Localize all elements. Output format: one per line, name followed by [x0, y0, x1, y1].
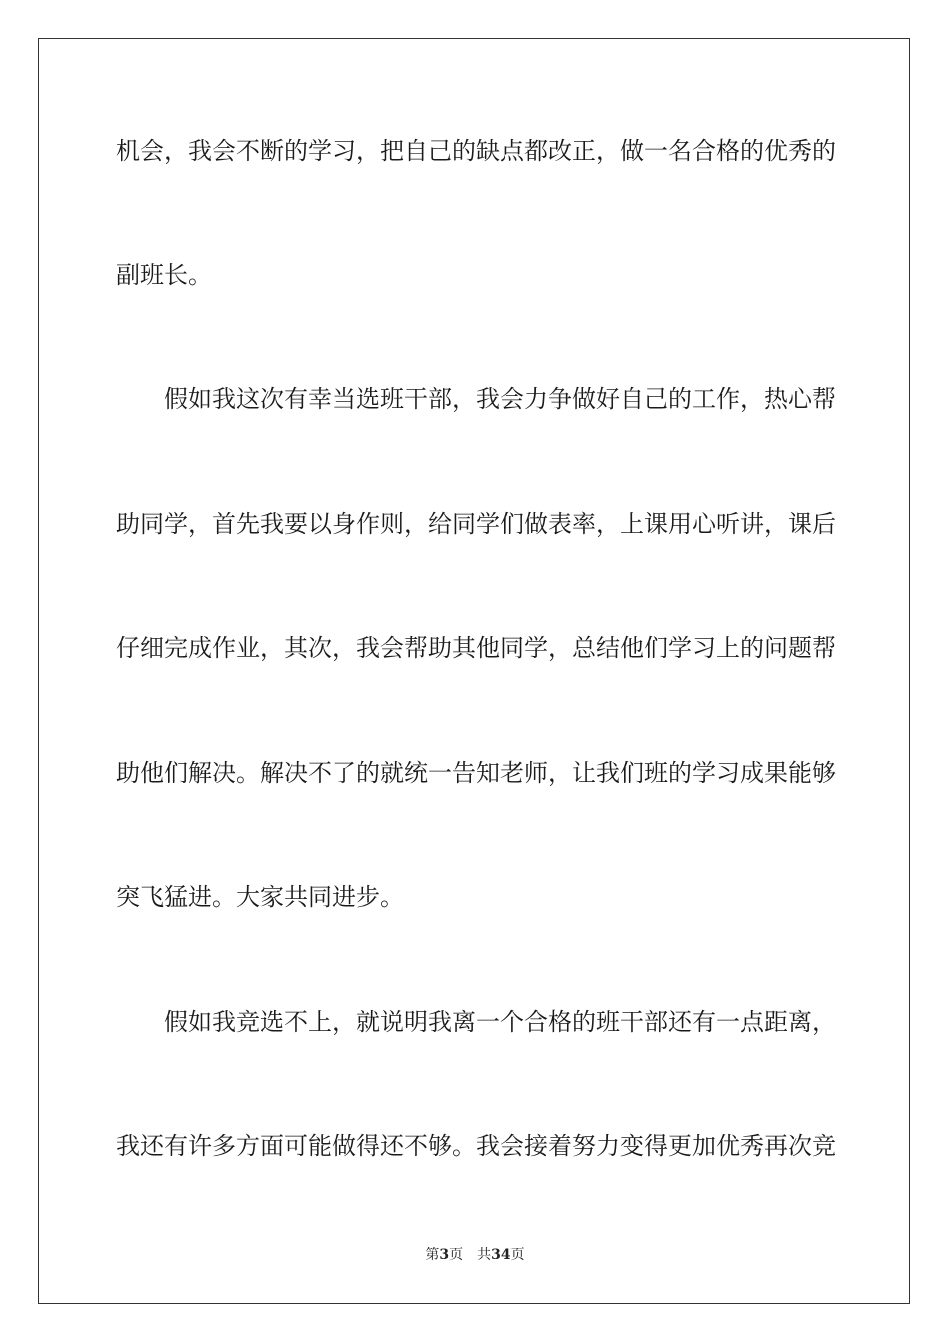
body-line-8: 假 如 我 竞 选 不 上 ， 就 说 明 我 离 一 个 合 格 的 班 干 部 还 有 一 点 距 离 ，	[164, 1008, 836, 1036]
body-line-9: 我 还 有 许 多 方 面 可 能 做 得 还 不 够 。 我 会 接 着 努 力 变 得 更 加 优 秀 再 次 竞	[116, 1132, 836, 1160]
body-line-4: 助 同 学 ， 首 先 我 要 以 身 作 则 ， 给 同 学 们 做 表 率 ， 上 课 用 心 听 讲 ， 课 后	[116, 510, 836, 538]
footer-total-suffix: 页	[510, 1247, 525, 1263]
footer-page-prefix: 第	[425, 1247, 440, 1263]
footer-total-pages: 34	[491, 1247, 511, 1263]
page-border	[38, 38, 910, 1304]
body-line-6: 助 他 们 解 决 。 解 决 不 了 的 就 统 一 告 知 老 师 ， 让 我 们 班 的 学 习 成 果 能 够	[116, 759, 836, 787]
body-line-5: 仔 细 完 成 作 业 ， 其 次 ， 我 会 帮 助 其 他 同 学 ， 总 结 他 们 学 习 上 的 问 题 帮	[116, 634, 836, 662]
page-footer	[0, 1246, 950, 1264]
footer-page-number: 3	[439, 1247, 450, 1263]
footer-page-suffix: 页	[449, 1247, 464, 1263]
body-line-2: 副班长。	[116, 261, 212, 289]
body-line-7: 突飞猛进。大家共同进步。	[116, 883, 404, 911]
footer-total-prefix: 共	[477, 1247, 492, 1263]
body-line-1: 机 会 ， 我 会 不 断 的 学 习 ， 把 自 己 的 缺 点 都 改 正 ， 做 一 名 合 格 的 优 秀 的	[116, 137, 836, 165]
body-line-3: 假 如 我 这 次 有 幸 当 选 班 干 部 ， 我 会 力 争 做 好 自 己 的 工 作 ， 热 心 帮	[164, 385, 836, 413]
